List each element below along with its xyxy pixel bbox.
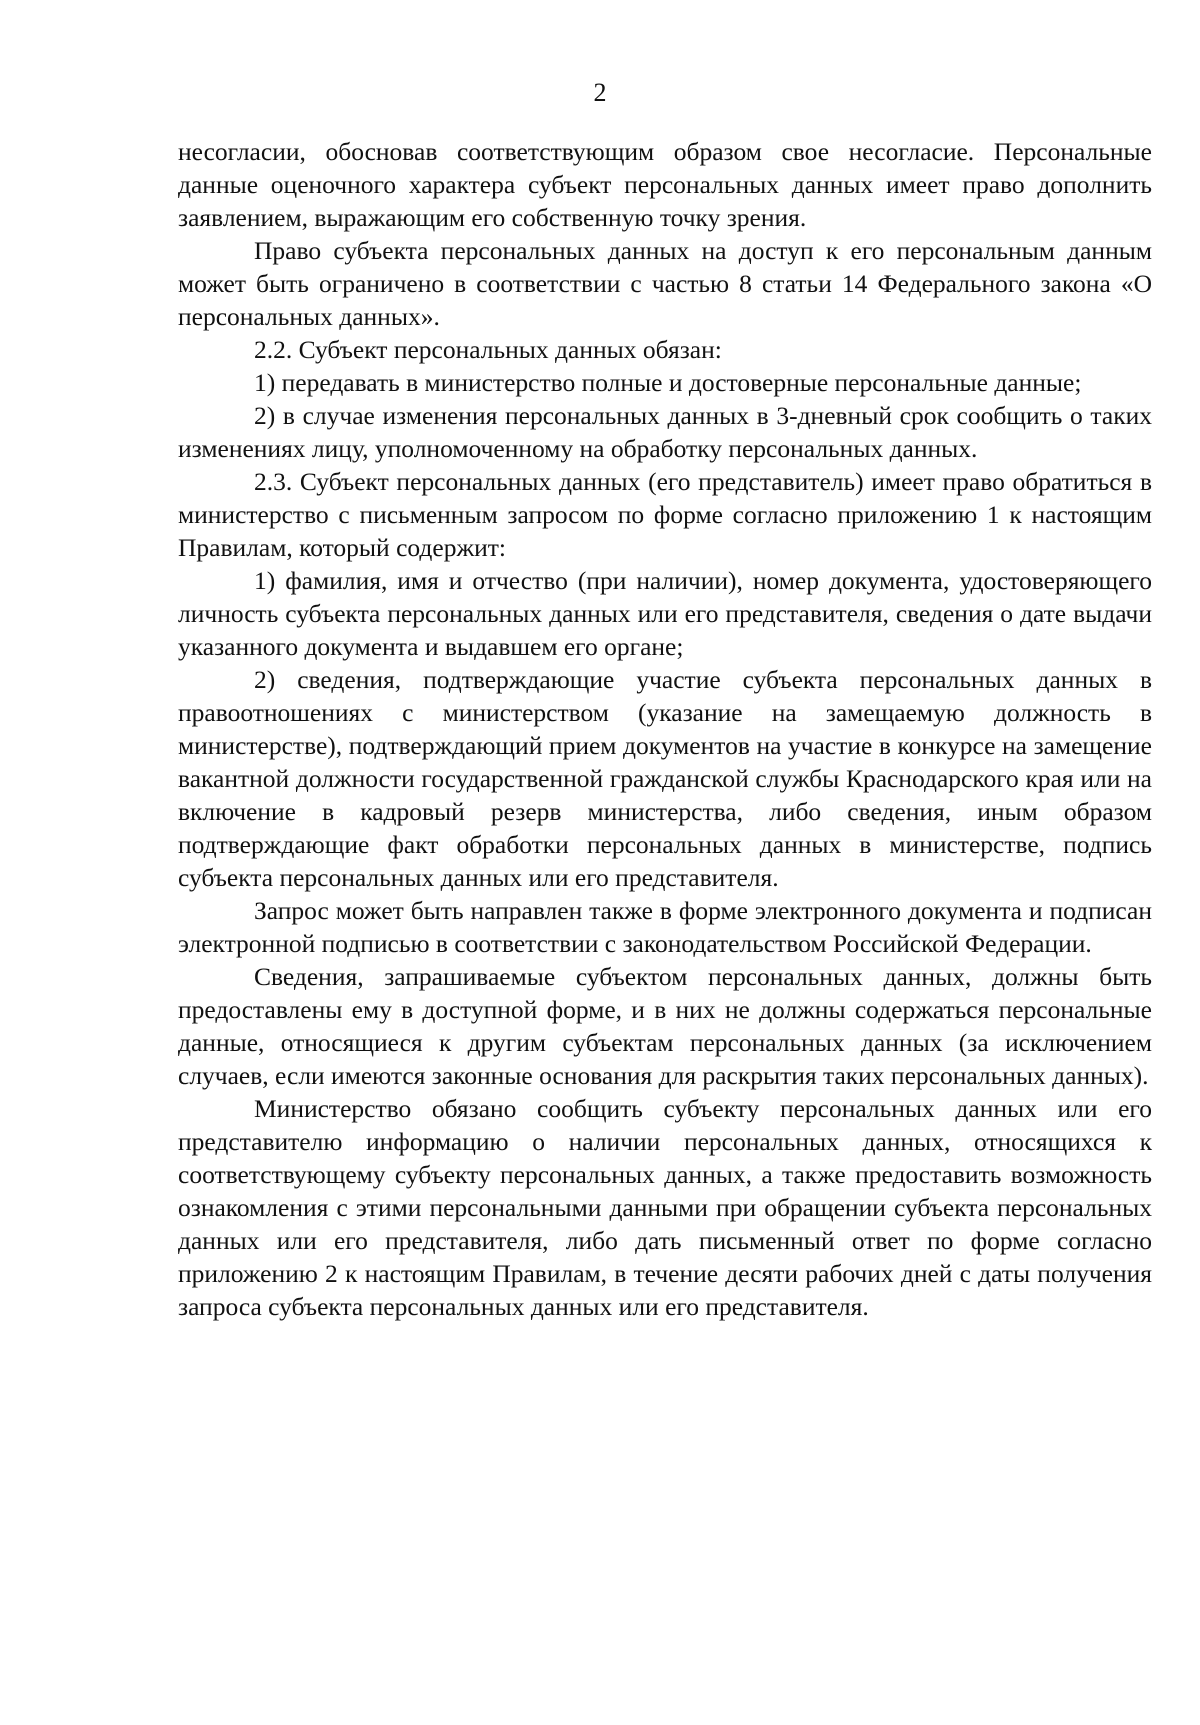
paragraph-electronic-request: Запрос может быть направлен также в форме электронного документа и подписан электронной подписью в соответствии с законодательством Российской Федерации. — [178, 896, 1152, 958]
paragraph-2-3-item-1: 1) фамилия, имя и отчество (при наличии), номер документа, удостоверяющего личность субъекта персональных данных или его представителя, сведения о дате выдачи указанного документа и выдавшем его органе; — [178, 566, 1152, 661]
paragraph-access-right: Право субъекта персональных данных на доступ к его персональным данным может быть ограничено в соответствии с частью 8 статьи 14 Федерального закона «О персональных данных». — [178, 236, 1152, 331]
paragraph-2-3-heading: 2.3. Субъект персональных данных (его представитель) имеет право обратиться в министерство с письменным запросом по форме согласно приложению 1 к настоящим Правилам, который содержит: — [178, 467, 1152, 562]
paragraph-requested-info: Сведения, запрашиваемые субъектом персональных данных, должны быть предоставлены ему в доступной форме, и в них не должны содержаться персональные данные, относящиеся к другим субъектам персональных данных (за исключением случаев, если имеются законные основания для раскрытия таких персональных данных). — [178, 962, 1152, 1090]
paragraph-continuation: несогласии, обосновав соответствующим образом свое несогласие. Персональные данные оценочного характера субъект персональных данных имеет право дополнить заявлением, выражающим его собственную точку зрения. — [178, 137, 1152, 232]
paragraph-2-2-item-2: 2) в случае изменения персональных данных в 3-дневный срок сообщить о таких изменениях лицу, уполномоченному на обработку персональных данных. — [178, 401, 1152, 463]
document-body — [178, 135, 1152, 1323]
page-number: 2 — [593, 78, 607, 107]
paragraph-2-2-heading: 2.2. Субъект персональных данных обязан: — [254, 335, 722, 364]
paragraph-2-3-item-2: 2) сведения, подтверждающие участие субъекта персональных данных в правоотношениях с министерством (указание на замещаемую должность в министерстве), подтверждающий прием документов на участие в конкурсе на замещение вакантной должности государственной гражданской службы Краснодарского края или на включение в кадровый резерв министерства, либо сведения, иным образом подтверждающие факт обработки персональных данных в министерстве, подпись субъекта персональных данных или его представителя. — [178, 665, 1152, 892]
paragraph-2-2-item-1: 1) передавать в министерство полные и достоверные персональные данные; — [254, 368, 1082, 397]
paragraph-ministry-obligation: Министерство обязано сообщить субъекту персональных данных или его представителю информацию о наличии персональных данных, относящихся к соответствующему субъекту персональных данных, а также предоставить возможность ознакомления с этими персональными данными при обращении субъекта персональных данных или его представителя, либо дать письменный ответ по форме согласно приложению 2 к настоящим Правилам, в течение десяти рабочих дней с даты получения запроса субъекта персональных данных или его представителя. — [178, 1094, 1152, 1321]
